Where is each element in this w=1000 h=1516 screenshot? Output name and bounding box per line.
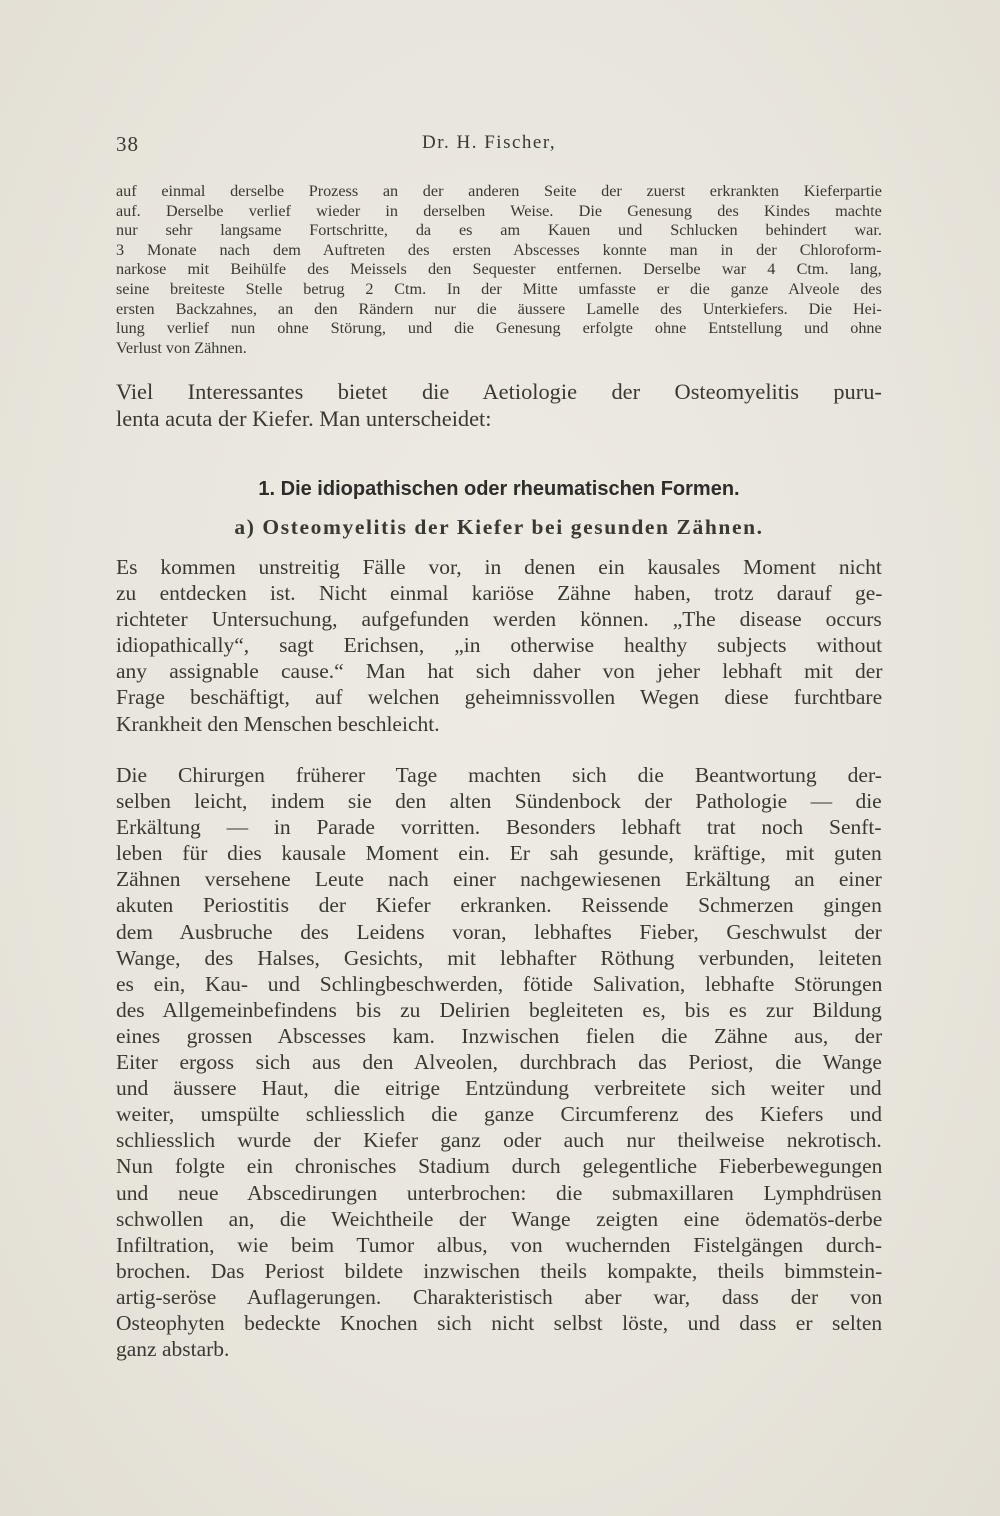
text-line: lenta acuta der Kiefer. Man unterscheidet:	[116, 406, 492, 432]
page-header	[116, 132, 886, 162]
text-line: brochen. Das Periost bildete inzwischen theils kompakte, theils bimmstein-	[116, 1258, 883, 1283]
text-line: dem Ausbruche des Leidens voran, lebhaftes Fieber, Geschwulst der	[116, 919, 882, 944]
paragraph	[116, 762, 882, 1362]
text-line: Es kommen unstreitig Fälle vor, in denen ein kausales Moment nicht	[116, 555, 882, 579]
text-line: Frage beschäftigt, auf welchen geheimnissvollen Wegen diese furchtbare	[116, 685, 883, 710]
text-line: zu entdecken ist. Nicht einmal kariöse Zähne haben, trotz darauf ge-	[116, 581, 883, 606]
text-line: auf einmal derselbe Prozess an der anderen Seite der zuerst erkrankten Kieferpartie	[116, 182, 882, 200]
text-line: akuten Periostitis der Kiefer erkranken. Reissende Schmerzen gingen	[116, 893, 882, 918]
text-line: und neue Abscedirungen unterbrochen: die submaxillaren Lymphdrüsen	[116, 1180, 882, 1205]
text-line: Wange, des Halses, Gesichts, mit lebhafter Röthung verbunden, leiteten	[116, 945, 882, 970]
intro-paragraph	[116, 378, 882, 433]
text-line: Nun folgte ein chronisches Stadium durch gelegentliche Fieberbewegungen	[116, 1154, 883, 1179]
text-line: es ein, Kau- und Schlingbeschwerden, fötide Salivation, lebhafte Störungen	[116, 971, 883, 996]
text-line: eines grossen Abscesses kam. Inzwischen fielen die Zähne aus, der	[116, 1023, 883, 1048]
text-line: weiter, umspülte schliesslich die ganze Circumferenz des Kiefers und	[116, 1102, 882, 1127]
text-line: Viel Interessantes bietet die Aetiologie der Osteomyelitis puru-	[116, 379, 882, 404]
text-line: Krankheit den Menschen beschleicht.	[116, 711, 440, 736]
text-line: narkose mit Beihülfe des Meissels den Sequester entfernen. Derselbe war 4 Ctm. lang,	[116, 260, 882, 279]
running-head: Dr. H. Fischer,	[422, 132, 557, 153]
text-line: selben leicht, indem sie den alten Sündenbock der Pathologie — die	[116, 789, 882, 814]
text-line: Osteophyten bedeckte Knochen sich nicht selbst löste, und dass er selten	[116, 1310, 883, 1335]
text-line: und äussere Haut, die eitrige Entzündung verbreitete sich weiter und	[116, 1076, 882, 1101]
text-line: 3 Monate nach dem Auftreten des ersten Abscesses konnte man in der Chloroform-	[116, 240, 882, 259]
text-line: des Allgemeinbefindens bis zu Delirien begleiteten es, bis es zur Bildung	[116, 997, 882, 1022]
text-line: schwollen an, die Weichtheile der Wange zeigten eine ödematös-derbe	[116, 1206, 883, 1231]
text-line: any assignable cause.“ Man hat sich daher von jeher lebhaft mit der	[116, 659, 883, 684]
text-line: ganz abstarb.	[116, 1337, 230, 1362]
text-line: auf. Derselbe verlief wieder in derselben Weise. Die Genesung des Kindes machte	[116, 201, 882, 220]
text-line: ersten Backzahnes, an den Rändern nur die äussere Lamelle des Unterkiefers. Die Hei-	[116, 299, 882, 318]
text-line: leben für dies kausale Moment ein. Er sah gesunde, kräftige, mit guten	[116, 841, 882, 866]
text-line: richteter Untersuchung, aufgefunden werden können. „The disease occurs	[116, 607, 882, 632]
text-line: Eiter ergoss sich aus den Alveolen, durchbrach das Periost, die Wange	[116, 1050, 882, 1075]
text-line: lung verlief nun ohne Störung, und die Genesung erfolgte ohne Entstellung und ohne	[116, 319, 882, 338]
page-number: 38	[116, 132, 139, 156]
text-line: nur sehr langsame Fortschritte, da es am Kauen und Schlucken behindert war.	[116, 221, 882, 240]
text-line: artig-seröse Auflagerungen. Charakteristisch aber war, dass der von	[116, 1284, 883, 1309]
text-line: Die Chirurgen früherer Tage machten sich die Beantwortung der-	[116, 763, 882, 787]
text-line: schliesslich wurde der Kiefer ganz oder auch nur theilweise nekrotisch.	[116, 1128, 882, 1153]
sub-heading: a) Osteomyelitis der Kiefer bei gesunden Zähnen.	[234, 515, 764, 539]
text-line: seine breiteste Stelle betrug 2 Ctm. In der Mitte umfasste er die ganze Alveole des	[116, 279, 882, 298]
small-print-paragraph	[116, 182, 882, 358]
text-line: Infiltration, wie beim Tumor albus, von wuchernden Fistelgängen durch-	[116, 1232, 882, 1257]
paragraph	[116, 554, 882, 737]
section-heading: 1. Die idiopathischen oder rheumatischen Formen.	[258, 478, 740, 500]
text-line: Verlust von Zähnen.	[116, 338, 247, 357]
text-line: idiopathically“, sagt Erichsen, „in otherwise healthy subjects without	[116, 633, 883, 658]
text-line: Erkältung — in Parade vorritten. Besonders lebhaft trat noch Senft-	[116, 815, 882, 840]
text-line: Zähnen versehene Leute nach einer nachgewiesenen Erkältung an einer	[116, 867, 882, 892]
